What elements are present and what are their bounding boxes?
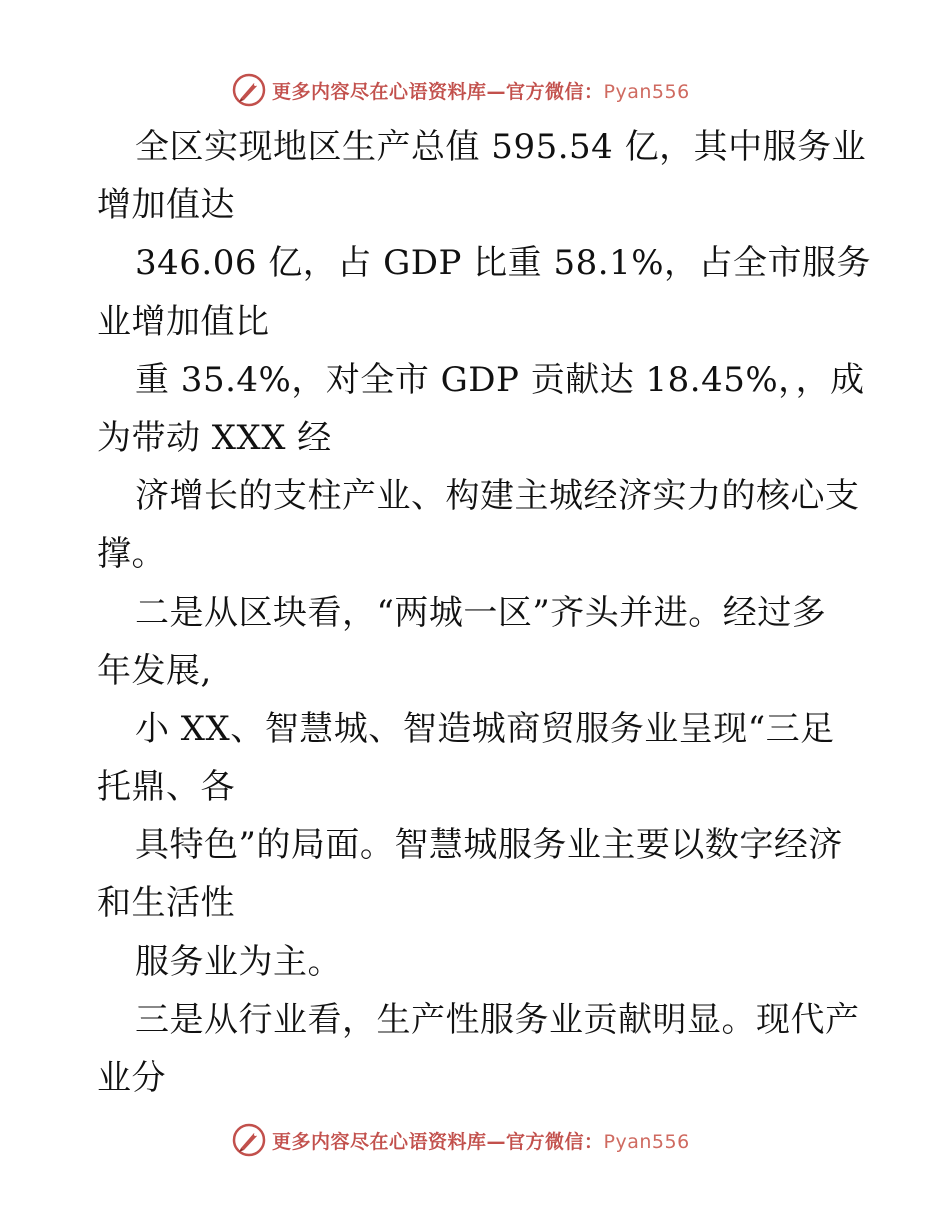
text-line: 年发展, xyxy=(97,650,212,691)
text-line: 三是从行业看，生产性服务业贡献明显。现代产 xyxy=(135,999,860,1040)
text-line: 二是从区块看，“两城一区”齐头并进。经过多 xyxy=(135,592,827,633)
pen-logo-icon xyxy=(232,1123,266,1157)
header-banner xyxy=(232,70,732,110)
text-line: 济增长的支柱产业、构建主城经济实力的核心支 xyxy=(135,476,860,517)
text-line: 346.06 亿，占 GDP 比重 58.1%，占全市服务 xyxy=(135,243,872,284)
pen-logo-icon xyxy=(232,73,266,107)
text-line: 和生活性 xyxy=(97,883,235,924)
footer-banner xyxy=(232,1120,732,1160)
banner-brand: 更多内容尽在心语资料库 xyxy=(272,80,487,103)
text-line: 业增加值比 xyxy=(97,301,270,342)
text-line: 为带动 XXX 经 xyxy=(97,417,332,458)
banner-wechat-id: Pyan556 xyxy=(603,80,690,103)
text-line: 小 XX、智慧城、智造城商贸服务业呈现“三足 xyxy=(135,708,835,749)
text-line: 托鼎、各 xyxy=(97,767,235,808)
text-line: 增加值达 xyxy=(97,185,235,226)
text-line: 撑。 xyxy=(97,534,166,575)
banner-wechat-label: 官方微信： xyxy=(506,1130,604,1153)
banner-brand: 更多内容尽在心语资料库 xyxy=(272,1130,487,1153)
text-line: 重 35.4%，对全市 GDP 贡献达 18.45%，，成 xyxy=(135,359,865,400)
text-line: 全区实现地区生产总值 595.54 亿，其中服务业 xyxy=(135,127,867,167)
banner-dash: — xyxy=(486,1130,507,1153)
text-line: 服务业为主。 xyxy=(135,941,342,982)
text-line: 具特色”的局面。智慧城服务业主要以数字经济 xyxy=(135,825,843,866)
header-banner-text xyxy=(272,77,690,104)
body-text xyxy=(97,118,872,1107)
footer-banner-text xyxy=(272,1127,690,1154)
banner-wechat-label: 官方微信： xyxy=(506,80,604,103)
text-line: 业分 xyxy=(97,1058,166,1098)
banner-dash: — xyxy=(486,80,507,103)
banner-wechat-id: Pyan556 xyxy=(603,1130,690,1153)
